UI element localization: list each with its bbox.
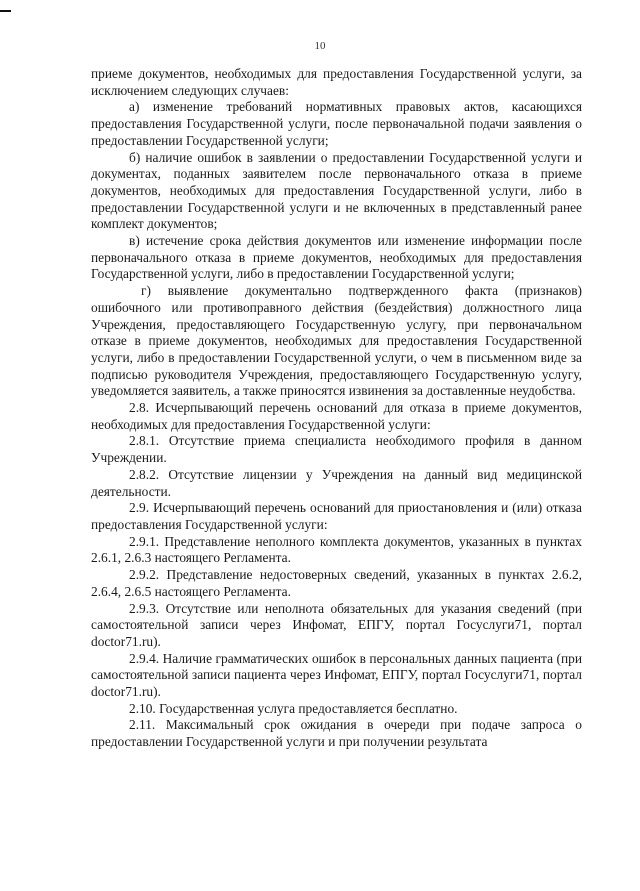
paragraph-item-a: а) изменение требований нормативных правовых актов, касающихся предоставления Государственной услуги, после первоначальной подачи заявления о предоставлении Государственной услуги;: [91, 99, 582, 148]
scan-edge-mark: [0, 10, 11, 12]
paragraph-item-v: в) истечение срока действия документов или изменение информации после первоначального отказа в приеме документов, необходимых для предоставления Государственной услуги, либо в предоставлении Государственной услуги;: [91, 233, 582, 282]
paragraph-2-11: 2.11. Максимальный срок ожидания в очереди при подаче запроса о предоставлении Государственной услуги и при получении результата: [91, 717, 582, 750]
paragraph-2-8-2: 2.8.2. Отсутствие лицензии у Учреждения на данный вид медицинской деятельности.: [91, 466, 582, 499]
page-number: 10: [314, 40, 326, 52]
paragraph-2-9-1: 2.9.1. Представление неполного комплекта документов, указанных в пунктах 2.6.1, 2.6.3 настоящего Регламента.: [91, 533, 582, 566]
document-body: [91, 66, 582, 751]
paragraph-2-9-3: 2.9.3. Отсутствие или неполнота обязательных для указания сведений (при самостоятельной записи через Инфомат, ЕПГУ, портал Госуслуги71, портал doctor71.ru).: [91, 600, 582, 649]
paragraph-2-10: 2.10. Государственная услуга предоставляется бесплатно.: [129, 700, 458, 716]
paragraph-item-b: б) наличие ошибок в заявлении о предоставлении Государственной услуги и документах, поданных заявителем после первоначального отказа в приеме документов, необходимых для предоставления Государственной услуги, либо в предоставлении Государственной услуги и не включенных в представленный ранее комплект документов;: [91, 149, 582, 232]
paragraph-2-8: 2.8. Исчерпывающий перечень оснований для отказа в приеме документов, необходимых для предоставления Государственной услуги:: [91, 400, 582, 432]
paragraph-continuation: приеме документов, необходимых для предоставления Государственной услуги, за исключением следующих случаев:: [91, 66, 582, 98]
paragraph-2-8-1: 2.8.1. Отсутствие приема специалиста необходимого профиля в данном Учреждении.: [91, 433, 582, 466]
paragraph-2-9-4: 2.9.4. Наличие грамматических ошибок в персональных данных пациента (при самостоятельной записи пациента через Инфомат, ЕПГУ, портал Госуслуги71, портал doctor71.ru).: [91, 650, 582, 700]
paragraph-item-g: г) выявление документально подтвержденного факта (признаков) ошибочного или противоправного действия (бездействия) должностного лица Учреждения, предоставляющего Государственную услугу, при первоначальном отказе в приеме документов, необходимых для предоставления Государственной услуги, либо в предоставлении Государственной услуги, о чем в письменном виде за подписью руководителя Учреждения, предоставляющего Государственную услугу, уведомляется заявитель, а также приносятся извинения за доставленные неудобства.: [91, 283, 582, 399]
paragraph-2-9: 2.9. Исчерпывающий перечень оснований для приостановления и (или) отказа предоставления Государственной услуги:: [91, 500, 582, 532]
paragraph-2-9-2: 2.9.2. Представление недостоверных сведений, указанных в пунктах 2.6.2, 2.6.4, 2.6.5 настоящего Регламента.: [91, 567, 582, 599]
